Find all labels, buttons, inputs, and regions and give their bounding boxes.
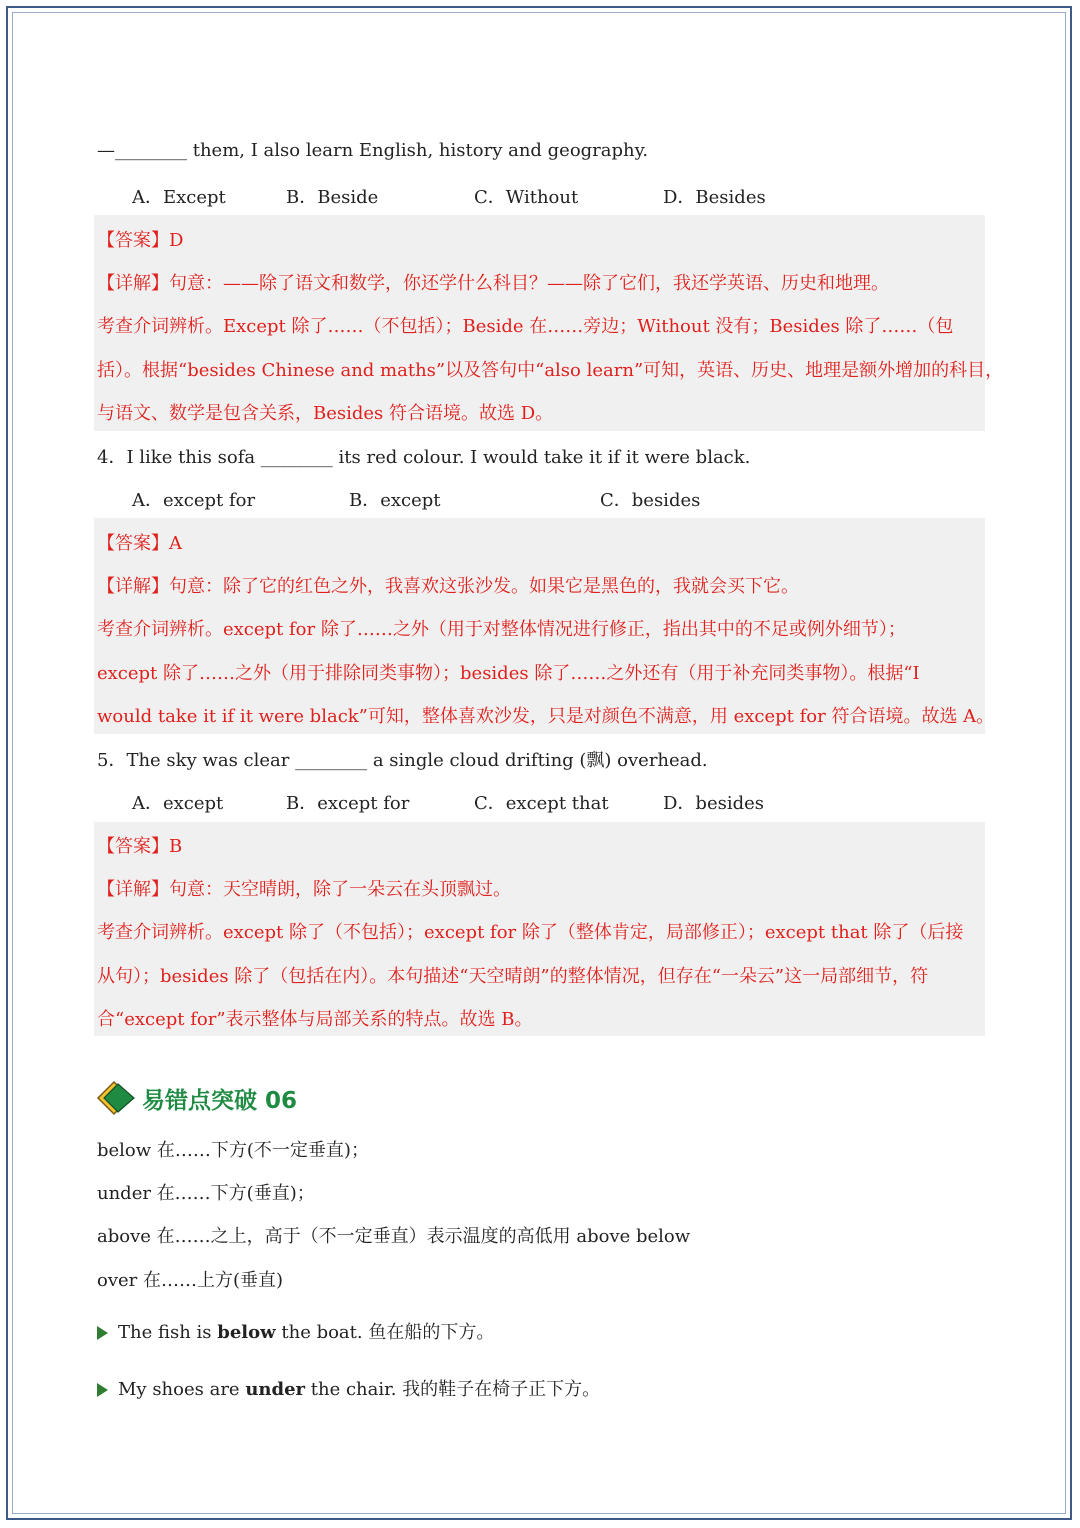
q4-explain-line-1: 【详解】句意：除了它的红色之外，我喜欢这张沙发。如果它是黑色的，我就会买下它。 (97, 576, 799, 597)
q3-explain-line-4: 与语文、数学是包含关系，Besides 符合语境。故选 D。 (97, 403, 554, 424)
q4-stem: 4．I like this sofa ________ its red colour. I would take it if it were black. (97, 447, 751, 468)
q5-option-b: B．except for (286, 793, 410, 814)
example-text-pre: My shoes are (118, 1379, 246, 1400)
q5-option-d: D．besides (663, 793, 765, 814)
section-title: 易错点突破 06 (142, 1087, 298, 1114)
q3-answer: 【答案】D (97, 230, 184, 251)
q3-explain-line-1: 【详解】句意：——除了语文和数学，你还学什么科目？——除了它们，我还学英语、历史和地理。 (97, 273, 889, 294)
q3-explain-line-2: 考查介词辨析。Except 除了……（不包括）；Beside 在……旁边；Without 没有；Besides 除了……（包 (97, 316, 954, 337)
triangle-bullet-icon (97, 1383, 108, 1397)
q4-explain-line-2: 考查介词辨析。except for 除了……之外（用于对整体情况进行修正，指出其中的不足或例外细节）； (97, 619, 906, 640)
triangle-bullet-icon (97, 1326, 108, 1340)
q5-option-c: C．except that (474, 793, 609, 814)
example-item (97, 1318, 494, 1344)
q5-explain-line-3: 从句）；besides 除了（包括在内）。本句描述“天空晴朗”的整体情况，但存在“一朵云”这一局部细节，符 (97, 966, 929, 987)
example-keyword: under (245, 1379, 306, 1400)
example-text-post: the chair. 我的鞋子在椅子正下方。 (305, 1379, 601, 1400)
q5-option-a: A．except (132, 793, 224, 814)
q3-option-c: C．Without (474, 187, 579, 208)
note-above: above 在……之上，高于（不一定垂直）表示温度的高低用 above below (97, 1226, 691, 1247)
q4-answer: 【答案】A (97, 533, 182, 554)
q5-explain-line-4: 合“except for”表示整体与局部关系的特点。故选 B。 (97, 1009, 533, 1030)
q4-explain-line-3: except 除了……之外（用于排除同类事物）；besides 除了……之外还有（用于补充同类事物）。根据“I (97, 663, 920, 684)
diamond-icon (96, 1080, 136, 1116)
q4-option-c: C．besides (600, 490, 701, 511)
example-keyword: below (217, 1322, 276, 1343)
q3-option-d: D．Besides (663, 187, 766, 208)
q5-stem: 5．The sky was clear ________ a single cloud drifting (飘) overhead. (97, 750, 708, 771)
q4-option-b: B．except (349, 490, 441, 511)
note-below: below 在……下方(不一定垂直)； (97, 1140, 369, 1161)
q3-stem: —________ them, I also learn English, history and geography. (97, 140, 649, 161)
q3-option-a: A．Except (132, 187, 226, 208)
q5-answer: 【答案】B (97, 836, 183, 857)
example-text-pre: The fish is (118, 1322, 218, 1343)
q3-option-b: B．Beside (286, 187, 379, 208)
example-text-post: the boat. 鱼在船的下方。 (275, 1322, 495, 1343)
q3-explain-line-3: 括）。根据“besides Chinese and maths”以及答句中“also learn”可知，英语、历史、地理是额外增加的科目， (97, 360, 1004, 381)
note-over: over 在……上方(垂直) (97, 1270, 284, 1291)
q5-explain-line-2: 考查介词辨析。except 除了（不包括）；except for 除了（整体肯定，局部修正）；except that 除了（后接 (97, 922, 964, 943)
q4-explain-line-4: would take it if it were black”可知，整体喜欢沙发，只是对颜色不满意，用 except for 符合语境。故选 A。 (97, 706, 995, 727)
example-item (97, 1375, 600, 1401)
q5-explain-line-1: 【详解】句意：天空晴朗，除了一朵云在头顶飘过。 (97, 879, 511, 900)
section-heading (96, 1078, 297, 1118)
q4-option-a: A．except for (132, 490, 256, 511)
note-under: under 在……下方(垂直)； (97, 1183, 315, 1204)
